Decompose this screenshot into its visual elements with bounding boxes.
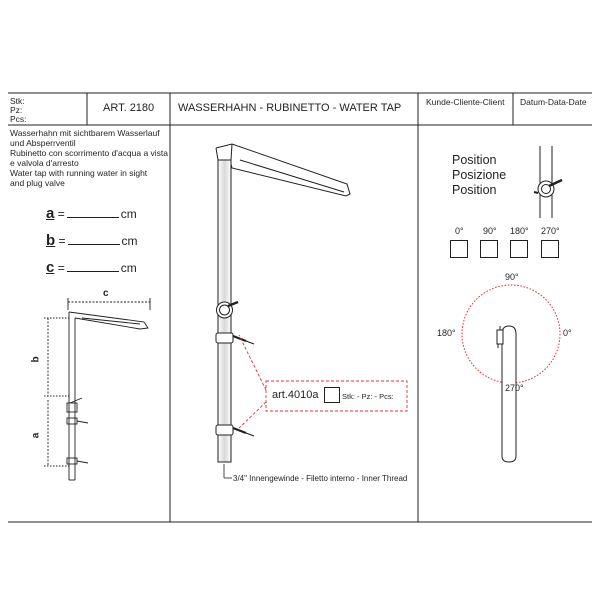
date-label: Datum-Data-Date <box>520 97 587 107</box>
rotation-label-left: 180° <box>437 328 456 338</box>
description-line: Wasserhahn mit sichtbarem Wasserlauf <box>10 128 160 138</box>
rotation-label-right: 0° <box>563 328 572 338</box>
side-label-b: b <box>30 356 42 363</box>
position-title-en: Position <box>452 183 497 197</box>
stk-label: Stk: <box>10 96 25 106</box>
accessory-article: art.4010a <box>272 389 319 401</box>
description-line: Rubinetto con scorrimento d'acqua a vista <box>10 148 169 158</box>
accessory-qty-label: Stk: - Pz: - Pcs: <box>342 392 394 401</box>
dimension-b-letter: b <box>46 232 56 249</box>
dimension-c-letter: c <box>46 259 55 276</box>
description-line: Water tap with running water in sight <box>10 168 148 178</box>
dimension-b-eq: = <box>58 234 66 248</box>
dimension-b-unit: cm <box>121 234 138 248</box>
client-label: Kunde-Cliente-Client <box>426 97 505 107</box>
side-label-c: c <box>103 288 109 299</box>
pz-label: Pz: <box>10 105 23 115</box>
dimension-a-letter: a <box>46 205 55 222</box>
dimension-c-unit: cm <box>120 261 137 275</box>
dimension-a-eq: = <box>57 207 65 221</box>
description-line: und Absperrventil <box>10 138 76 148</box>
position-option-0-label: 0° <box>455 226 464 236</box>
description-line: and plug valve <box>10 178 65 188</box>
position-option-180-label: 180° <box>510 226 529 236</box>
pcs-label: Pcs: <box>10 114 27 124</box>
description-line: e valvola d'arresto <box>10 158 79 168</box>
position-option-90-label: 90° <box>483 226 497 236</box>
position-title-it: Posizione <box>452 168 507 182</box>
dimension-a-unit: cm <box>120 207 137 221</box>
rotation-label-top: 90° <box>505 272 519 282</box>
side-label-a: a <box>30 432 42 439</box>
rotation-label-bottom: 270° <box>505 383 524 393</box>
position-option-270-label: 270° <box>541 226 560 236</box>
drawing-title: WASSERHAHN - RUBINETTO - WATER TAP <box>178 102 402 114</box>
position-title-de: Position <box>452 153 497 167</box>
article-number: ART. 2180 <box>103 102 155 114</box>
dimension-c-eq: = <box>57 261 65 275</box>
thread-note: 3/4" Innengewinde - Filetto interno - Inner Thread <box>233 474 408 483</box>
